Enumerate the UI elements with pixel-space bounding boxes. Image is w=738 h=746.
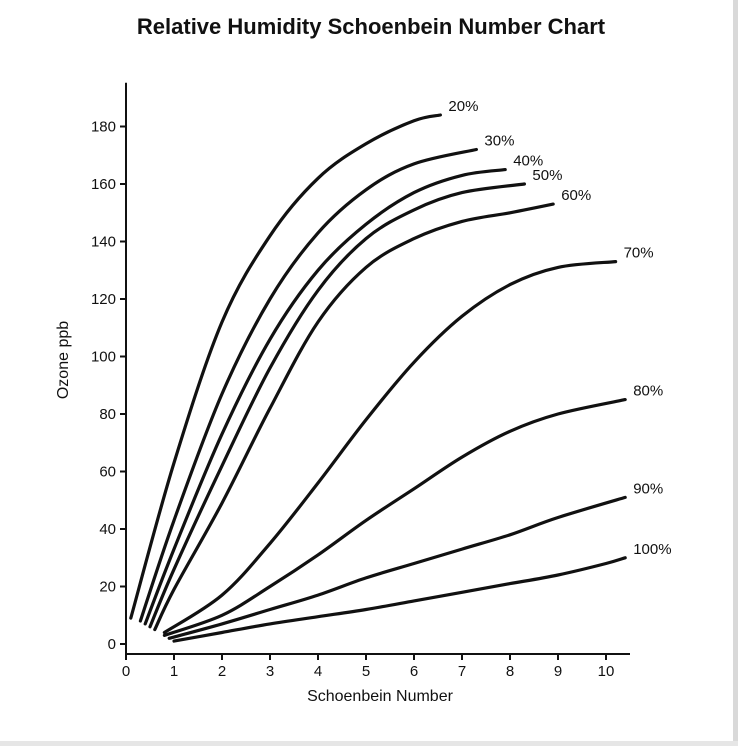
x-tick-label: 7 [457, 663, 467, 680]
series-label-100-percent: 100% [633, 540, 672, 558]
series-line-90-percent [169, 497, 625, 638]
y-tick-label: 100 [90, 348, 116, 366]
y-tick-label: 60 [99, 463, 116, 481]
y-axis-label: Ozone ppb [55, 320, 72, 400]
x-tick-label: 6 [409, 663, 419, 680]
y-tick-label: 0 [107, 636, 116, 653]
x-tick-label: 9 [553, 663, 563, 680]
series-line-30-percent [140, 150, 476, 622]
x-tick-label: 4 [313, 663, 323, 680]
series-label-20-percent: 20% [448, 98, 479, 115]
series-label-60-percent: 60% [561, 187, 592, 205]
right-edge [733, 0, 738, 746]
x-tick-label: 1 [169, 663, 179, 680]
x-tick-label: 3 [265, 663, 275, 680]
series-label-40-percent: 40% [513, 152, 544, 170]
x-tick-label: 10 [597, 663, 615, 680]
series-label-70-percent: 70% [623, 244, 654, 262]
series-label-90-percent: 90% [633, 480, 664, 498]
y-tick-label: 80 [99, 406, 116, 423]
series-line-60-percent [155, 204, 553, 629]
bottom-edge [0, 741, 738, 746]
x-axis-label: Schoenbein Number [307, 688, 453, 705]
y-tick-label: 180 [90, 118, 116, 136]
curves [131, 98, 672, 641]
y-tick-label: 40 [99, 521, 116, 538]
series-line-40-percent [145, 170, 505, 624]
series-label-30-percent: 30% [484, 132, 515, 150]
y-tick-label: 120 [90, 291, 116, 308]
series-label-80-percent: 80% [633, 382, 664, 400]
series-line-100-percent [174, 558, 625, 641]
x-tick-label: 2 [217, 663, 227, 680]
chart-title: Relative Humidity Schoenbein Number Chart [136, 14, 606, 39]
y-tick-label: 140 [90, 233, 116, 251]
y-tick-label: 160 [90, 176, 116, 193]
x-tick-label: 5 [361, 663, 371, 680]
x-tick-label: 8 [505, 663, 515, 680]
x-tick-label: 0 [121, 663, 131, 680]
y-tick-label: 20 [99, 578, 116, 596]
series-label-50-percent: 50% [532, 167, 563, 184]
